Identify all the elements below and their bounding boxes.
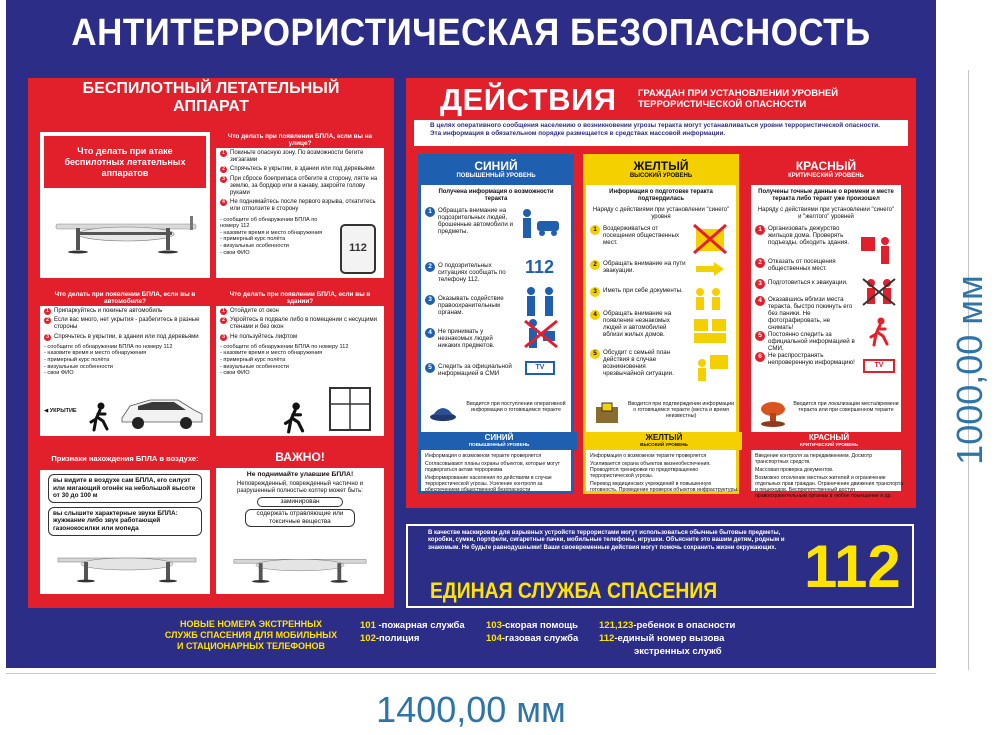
suspicious-person-icon bbox=[519, 207, 563, 241]
height-dimension-label: 1000,00 мм bbox=[949, 275, 990, 465]
running-person-icon bbox=[282, 402, 306, 434]
red-step: 1 Организовать дежурство жильцов дома. Проверять подъезды, обходить здания. bbox=[755, 225, 855, 255]
car-report: - сообщите об обнаружении БПЛА по номеру 112 - назовите время и место обнаружения - примерный курс полёта - визуальные особенности - свои ФИО bbox=[44, 344, 206, 377]
yellow-step: 4 Обращать внимание на появление незнакомых людей и автомобилей вблизи жилых домов. bbox=[590, 310, 686, 346]
red-step: 2 Отказать от посещения общественных мест. bbox=[755, 258, 855, 276]
strangers-icon bbox=[692, 317, 728, 347]
car-step: 3 Спрячьтесь в укрытии, в здании или под деревьями bbox=[44, 334, 206, 341]
building-head: Что делать при появлении БПЛА, если вы в здании? bbox=[216, 290, 384, 306]
yellow-intro: Информация о подготовке теракта подтвердилась bbox=[609, 189, 713, 202]
yellow-steps bbox=[590, 225, 686, 377]
no-gathering-icon bbox=[861, 277, 897, 307]
yellow-measures: Информация о возможном теракте проверяется Усиливается охрана объектов жизнеобеспечения. Проводятся тренировки по предотвращению террористической угрозы. Перевод медицинских учреждений в повышенную готовность. Проведение проверок объектов инфраструктуры. bbox=[590, 453, 739, 493]
documents-icon bbox=[692, 287, 728, 311]
warning-section bbox=[216, 446, 384, 594]
poster-title: АНТИТЕРРОРИСТИЧЕСКАЯ БЕЗОПАСНОСТЬ bbox=[71, 12, 871, 54]
emergency-number-extra: экстренных служб bbox=[634, 646, 722, 657]
car-head: Что делать при появлении БПЛА, если вы в автомобиле? bbox=[40, 290, 210, 306]
yellow-step: 3 Иметь при себе документы. bbox=[590, 287, 686, 307]
yellow-step: 1 Воздерживаться от посещения общественных мест. bbox=[590, 225, 686, 257]
street-step: 2 Спрячьтесь в укрытии, в здании или под деревьями bbox=[220, 166, 380, 173]
building-report: - сообщите об обнаружении БПЛА по номеру 112 - назовите время и место обнаружения - примерный курс полёта - визуальные особенности - свои ФИО bbox=[220, 344, 380, 377]
street-report: - сообщите об обнаружении БПЛА по номеру 112 - назовите время и место обнаружения - примерный курс полёта - визуальные особенности - свои ФИО bbox=[220, 217, 332, 257]
emergency-number: 121,123-ребенок в опасности bbox=[599, 620, 736, 631]
attack-card bbox=[44, 136, 206, 188]
red-step: 4 Оказавшись вблизи места теракта, быстро покинуть его без паники. Не фотографировать, не снимать! bbox=[755, 296, 855, 328]
red-intro2: Наряду с действиями при установлении "синего" и "желтого" уровней bbox=[757, 207, 895, 220]
red-steps bbox=[755, 225, 855, 366]
emergency-numbers-label: НОВЫЕ НОМЕРА ЭКСТРЕННЫХ СЛУЖБ СПАСЕНИЯ ДЛЯ МОБИЛЬНЫХ И СТАЦИОНАРНЫХ ТЕЛЕФОНОВ bbox=[164, 619, 338, 651]
drone-panel-title: БЕСПИЛОТНЫЙ ЛЕТАТЕЛЬНЫЙ АППАРАТ bbox=[82, 80, 340, 115]
actions-subtitle: ГРАЖДАН ПРИ УСТАНОВЛЕНИИ УРОВНЕЙ ТЕРРОРИСТИЧЕСКОЙ ОПАСНОСТИ bbox=[638, 88, 839, 110]
drone-panel bbox=[28, 78, 394, 608]
attack-card-text: Что делать при атаке беспилотных летательных аппаратов bbox=[64, 145, 186, 178]
red-intro: Получены точные данные о времени и месте теракта либо теракт уже произошел bbox=[758, 189, 894, 202]
yellow-step: 5 Обсудит с семьей план действия в случае возникновения чрезвычайной ситуации. bbox=[590, 349, 686, 377]
red-measures-head: КРАСНЫЙ КРИТИЧЕСКИЙ УРОВЕНЬ bbox=[751, 432, 907, 450]
warning-tag: содержать отравляющие или токсичные вещества bbox=[245, 509, 355, 527]
red-step: 5 Постоянно следить за официальной информацией в СМИ. bbox=[755, 331, 855, 349]
building-step: 3 Не пользуйтесь лифтом bbox=[220, 334, 380, 341]
signs-section bbox=[40, 446, 210, 594]
blue-measures: Информация о возможном теракте проверяется Согласовывают планы охраны объектов, которые могут подвергаться актам терроризма Информирование населения по действиям в случае террористической угрозы. Усиление контроля за обеспечением общественной безопасности bbox=[425, 453, 561, 493]
service-text: В качестве маскировки для взрывных устройств террористами могут использоваться обычные бытовые предметы, коробки, сумки, портфели, сигаретные пачки, мобильные телефоны, игрушки. Объясните это вашим детям, родным и знакомым. Не будьте равнодушными! Ваши своевременные действия могут помочь сохранить жизни окружающих. bbox=[428, 530, 785, 551]
blue-footer: Вводится при поступлении оперативной информации о готовящемся теракте bbox=[466, 401, 566, 414]
blue-level-column bbox=[418, 154, 574, 494]
sign-item: вы слышите характерные звуки БПЛА: жужжание либо звук работающей газонокосилки или мопеда bbox=[48, 507, 202, 536]
sign-item: вы видите в воздухе сам БПЛА, его силуэт или мигающий огонёк на небольшой высоте от 30 до 100 м bbox=[48, 474, 202, 503]
drone-image bbox=[230, 544, 370, 590]
car-image bbox=[116, 390, 206, 432]
car-step: 1 Припаркуйтесь и покиньте автомобиль bbox=[44, 308, 206, 315]
poster bbox=[6, 0, 936, 668]
phone-image bbox=[340, 224, 376, 274]
yellow-measures-head: ЖЕЛТЫЙ ВЫСОКИЙ УРОВЕНЬ bbox=[586, 432, 742, 450]
shelter-arrow: ◀ УКРЫТИЕ bbox=[44, 408, 77, 414]
run-away-icon bbox=[863, 317, 895, 347]
blue-step: 3 Оказывать содействие правоохранительным органам. bbox=[425, 295, 515, 325]
red-level-column bbox=[748, 154, 904, 499]
warning-line1: Не поднимайте улавшие БПЛА! bbox=[246, 471, 354, 478]
attack-section bbox=[40, 132, 210, 278]
phone-number: 112 bbox=[349, 242, 367, 254]
street-step: 1 Покиньте опасную зону. По возможности бегите зигзагами bbox=[220, 150, 380, 164]
emergency-number: 101 -пожарная служба bbox=[360, 620, 465, 631]
emergency-number: 104-газовая служба bbox=[486, 633, 579, 644]
police-cap-icon bbox=[429, 401, 457, 423]
yellow-step: 2 Обращать внимание на пути эвакуации. bbox=[590, 260, 686, 284]
street-section bbox=[216, 132, 384, 278]
blue-intro: Получена информация о возможности теракта bbox=[438, 189, 554, 202]
blue-measures-head: СИНИЙ ПОВЫШЕННЫЙ УРОВЕНЬ bbox=[421, 432, 577, 450]
tv-icon: TV bbox=[863, 359, 895, 373]
bomb-timer-icon bbox=[594, 401, 620, 425]
warning-head: ВАЖНО! bbox=[216, 446, 384, 468]
warning-line2: Неповрежденный, поврежденный частично и разрушенный полностью коптер может быть: bbox=[236, 481, 364, 494]
width-dimension-label: 1400,00 мм bbox=[376, 689, 566, 730]
red-footer: Вводится при локализации места/времени теракта или при совершенном теракте bbox=[793, 401, 899, 414]
no-crowd-icon bbox=[690, 223, 730, 255]
car-section bbox=[40, 290, 210, 436]
blue-step: 1 Обращать внимание на подозрительных людей, брошенные автомобили и предметы. bbox=[425, 207, 515, 259]
car-step: 2 Если вас много, нет укрытия - разбегитесь в разные стороны bbox=[44, 317, 206, 331]
yellow-level-column bbox=[583, 154, 739, 494]
building-section bbox=[216, 290, 384, 436]
service-number: 112 bbox=[804, 533, 901, 600]
blue-step: 5 Следить за официальной информацией в СМИ bbox=[425, 363, 515, 377]
police-icon bbox=[521, 285, 561, 319]
phone-112-icon: 112 bbox=[525, 257, 555, 277]
emergency-service-banner bbox=[406, 524, 914, 608]
tv-icon: TV bbox=[525, 361, 555, 375]
yellow-level-head: ЖЕЛТЫЙ ВЫСОКИЙ УРОВЕНЬ bbox=[586, 157, 736, 185]
drone-image bbox=[54, 542, 200, 590]
actions-title: ДЕЙСТВИЯ bbox=[440, 82, 617, 117]
family-plan-icon bbox=[694, 353, 730, 383]
no-package-icon bbox=[521, 317, 561, 351]
signs-head: Признаки нахождения БПЛА в воздухе: bbox=[40, 446, 210, 470]
actions-intro: В целях оперативного сообщения населению о возникновении угрозы теракта могут устанавливаться уровни террористической опасности. Эта информация в обязательном порядке размещается в средствах массовой информации. bbox=[414, 120, 908, 146]
width-dimension-line bbox=[6, 673, 936, 674]
building-step: 2 Укройтесь в подвале либо в помещении с несущими стенами и без окон bbox=[220, 317, 380, 331]
yellow-intro2: Наряду с действиями при установлении "синего" уровня bbox=[592, 207, 730, 220]
blue-step: 2 О подозрительных ситуациях сообщать по телефону 112. bbox=[425, 262, 515, 292]
blue-steps bbox=[425, 207, 515, 377]
emergency-number: 102-полиция bbox=[360, 633, 420, 644]
threat-levels-panel bbox=[406, 78, 916, 508]
red-step: 3 Подготовиться к эвакуации. bbox=[755, 279, 855, 293]
emergency-number: 112-единый номер вызова bbox=[599, 633, 725, 644]
evacuation-arrow-icon bbox=[694, 261, 726, 277]
service-name: ЕДИНАЯ СЛУЖБА СПАСЕНИЯ bbox=[430, 578, 718, 603]
street-head: Что делать при появлении БПЛА, если вы на улице? bbox=[216, 132, 384, 148]
duty-icon bbox=[859, 233, 899, 267]
red-measures: Введение контроля за передвижением. Досмотр транспортных средств. Массовая проверка документов. Возможно отселение местных жителей и ограничение отдельных прав граждан. Ограничение движения транспорта и пешеходов. Беспрепятственный доступ правоохранительным органам в любое помещение и др. bbox=[755, 453, 904, 499]
emergency-number: 103-скорая помощь bbox=[486, 620, 578, 631]
street-step: 3 При сбросе боеприпаса отбегите в сторону, лягте на землю, за бордюр или в канаву, закройте голову руками bbox=[220, 176, 380, 198]
warning-tag: заминирован bbox=[257, 497, 343, 507]
height-dimension bbox=[944, 70, 994, 670]
street-step: 4 Не поднимайтесь после первого взрыва, откатитесь или отползите в сторону bbox=[220, 199, 380, 213]
blue-level-head: СИНИЙ ПОВЫШЕННЫЙ УРОВЕНЬ bbox=[421, 157, 571, 185]
red-step: 6 Не распространять непроверенную информацию! bbox=[755, 352, 855, 366]
yellow-footer: Вводится при подтверждении информации о готовящемся теракте (места и время неизвестны) bbox=[627, 401, 735, 420]
drone-image bbox=[46, 202, 206, 266]
running-person-icon bbox=[88, 402, 110, 432]
window-image bbox=[328, 386, 372, 432]
building-step: 1 Отойдите от окон bbox=[220, 308, 380, 315]
explosion-icon bbox=[759, 401, 787, 427]
blue-step: 4 Не принимать у незнакомых людей никаких предметов. bbox=[425, 328, 515, 360]
red-level-head: КРАСНЫЙ КРИТИЧЕСКИЙ УРОВЕНЬ bbox=[751, 157, 901, 185]
